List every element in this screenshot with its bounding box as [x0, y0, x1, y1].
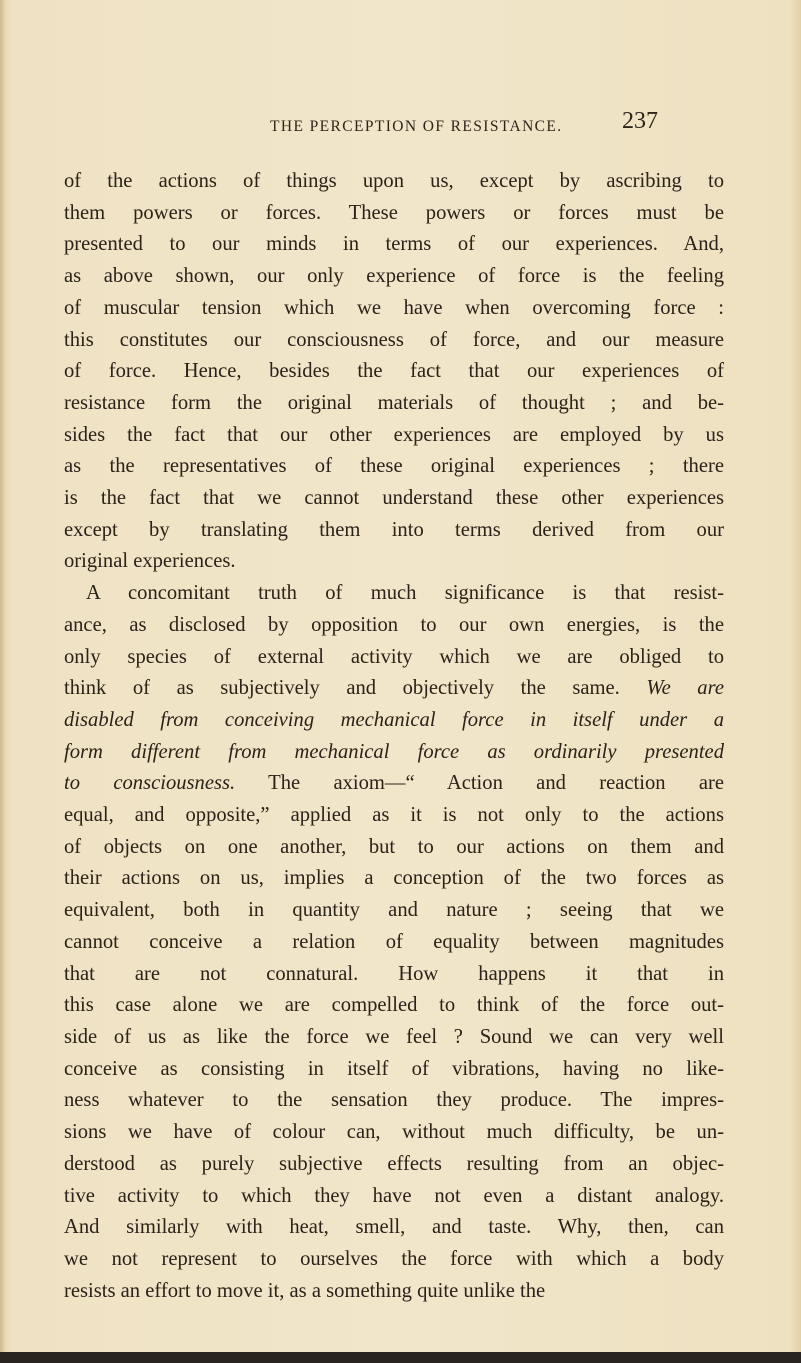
body-text	[64, 166, 724, 1307]
text-run: The axiom—“ Action and reaction are	[235, 772, 724, 795]
text-run: resists an effort to move it, as a something quite unlike the	[64, 1279, 546, 1302]
text-line	[64, 1054, 724, 1086]
text-run: of objects on one another, but to our actions on them and	[64, 835, 724, 858]
text-line	[64, 1117, 724, 1149]
text-run: sions we have of colour can, without much difficulty, be un-	[64, 1121, 724, 1144]
text-run: this constitutes our consciousness of force, and our measure	[64, 328, 724, 351]
text-line	[64, 737, 724, 769]
text-line	[64, 229, 724, 261]
text-run: sides the fact that our other experiences are employed by us	[64, 423, 724, 446]
text-run: resistance form the original materials of thought ; and be-	[64, 391, 724, 414]
text-line	[64, 293, 724, 325]
text-line	[64, 483, 724, 515]
text-run: equal, and opposite,” applied as it is not only to the actions	[64, 804, 724, 827]
text-run: tive activity to which they have not even a distant analogy.	[64, 1184, 724, 1207]
text-line	[64, 1149, 724, 1181]
text-run: of force. Hence, besides the fact that our experiences of	[64, 360, 724, 383]
text-run: except by translating them into terms derived from our	[64, 518, 724, 541]
text-line	[64, 420, 724, 452]
text-run: of muscular tension which we have when overcoming force :	[64, 296, 724, 319]
text-run: is the fact that we cannot understand these other experiences	[64, 487, 724, 510]
text-line	[64, 990, 724, 1022]
text-run: we not represent to ourselves the force with which a body	[64, 1247, 724, 1270]
text-run: this case alone we are compelled to think of the force out-	[64, 994, 724, 1017]
text-run: their actions on us, implies a conception of the two forces as	[64, 867, 724, 890]
page-number: 237	[622, 108, 658, 134]
text-run: think of as subjectively and objectively the same.	[64, 677, 647, 700]
text-run: that are not connatural. How happens it that in	[64, 962, 724, 985]
text-line	[64, 705, 724, 737]
text-run: derstood as purely subjective effects resulting from an objec-	[64, 1152, 724, 1175]
text-run: side of us as like the force we feel ? Sound we can very well	[64, 1025, 724, 1048]
text-line	[64, 166, 724, 198]
text-line	[64, 198, 724, 230]
text-run: as above shown, our only experience of force is the feeling	[64, 265, 724, 288]
text-run: them powers or forces. These powers or forces must be	[64, 201, 724, 224]
text-run: ance, as disclosed by opposition to our own energies, is the	[64, 613, 724, 636]
text-run: equivalent, both in quantity and nature ; seeing that we	[64, 899, 724, 922]
text-line	[64, 642, 724, 674]
text-run: cannot conceive a relation of equality between magnitudes	[64, 930, 724, 953]
text-line	[64, 325, 724, 357]
text-line	[64, 959, 724, 991]
text-line	[64, 673, 724, 705]
italic-text-run: form different from mechanical force as ordinarily presented	[64, 740, 724, 763]
text-line	[64, 863, 724, 895]
text-line	[64, 1022, 724, 1054]
text-line	[64, 261, 724, 293]
italic-text-run: disabled from conceiving mechanical force in itself under a	[64, 708, 724, 731]
text-line	[64, 1276, 724, 1308]
text-run: And similarly with heat, smell, and taste. Why, then, can	[64, 1216, 724, 1239]
text-run: original experiences.	[64, 550, 236, 573]
text-line	[64, 578, 724, 610]
running-title: THE PERCEPTION OF RESISTANCE.	[270, 118, 563, 135]
text-run: presented to our minds in terms of our experiences. And,	[64, 233, 724, 256]
text-line	[64, 1244, 724, 1276]
text-line	[64, 388, 724, 420]
text-line	[64, 927, 724, 959]
page-gutter-shadow	[0, 0, 6, 1363]
text-run: A concomitant truth of much significance is that resist-	[86, 582, 724, 605]
text-run: as the representatives of these original experiences ; there	[64, 455, 724, 478]
text-line	[64, 895, 724, 927]
text-run: of the actions of things upon us, except by ascribing to	[64, 170, 724, 192]
text-line	[64, 451, 724, 483]
text-run: conceive as consisting in itself of vibrations, having no like-	[64, 1057, 724, 1080]
text-line	[64, 1181, 724, 1213]
text-line	[64, 610, 724, 642]
bottom-edge	[0, 1352, 801, 1363]
text-line	[64, 546, 724, 578]
text-line	[64, 356, 724, 388]
italic-text-run: to consciousness.	[64, 772, 236, 795]
text-line	[64, 832, 724, 864]
text-line	[64, 1085, 724, 1117]
text-run: ness whatever to the sensation they produce. The impres-	[64, 1089, 724, 1112]
text-line	[64, 800, 724, 832]
text-line	[64, 515, 724, 547]
text-line	[64, 1212, 724, 1244]
text-line	[64, 768, 724, 800]
italic-text-run: We are	[646, 677, 724, 700]
text-run: only species of external activity which we are obliged to	[64, 645, 724, 668]
